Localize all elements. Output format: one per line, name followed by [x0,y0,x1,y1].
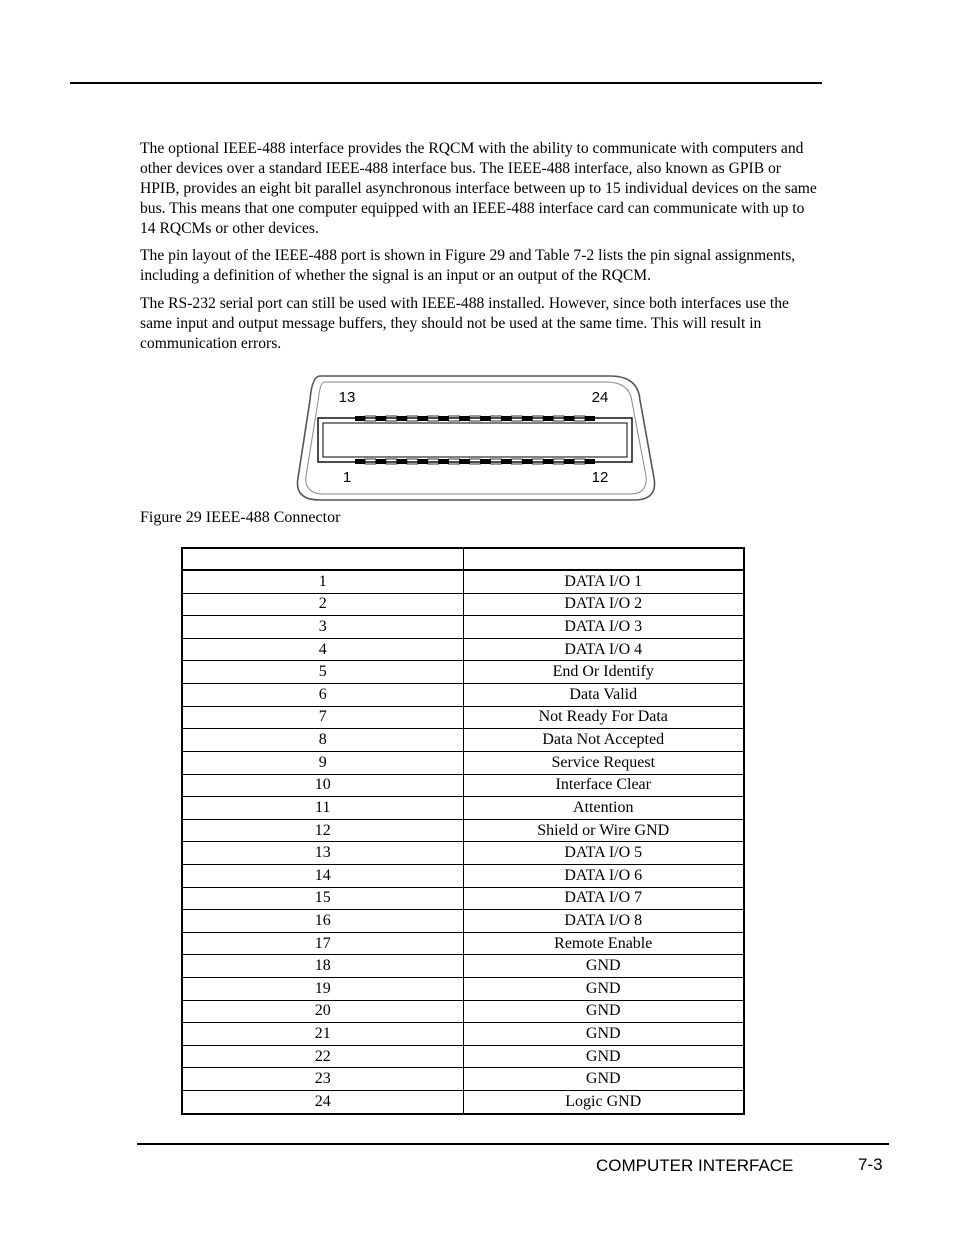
pin-number-cell: 7 [182,706,463,729]
signal-name-cell: Data Valid [463,684,744,707]
pin-number-cell: 8 [182,729,463,752]
paragraph-2: The pin layout of the IEEE-488 port is shown in Figure 29 and Table 7-2 lists the pin signal assignments, including a definition of whether the signal is an input or an output of the RQCM. [140,247,796,284]
signal-name-cell: Not Ready For Data [463,706,744,729]
pin-number-cell: 4 [182,638,463,661]
pin-number-cell: 20 [182,1000,463,1023]
signal-name-cell: GND [463,1068,744,1091]
table-row [182,570,744,593]
pin-label-12: 12 [591,469,609,486]
paragraph-3: The RS-232 serial port can still be used with IEEE-488 installed. However, since both interfaces use the same input and output message buffers, they should not be used at the same time. This will result in communication errors. [140,295,789,352]
connector-pin [543,459,553,464]
signal-name-cell: GND [463,977,744,1000]
connector-pin [501,459,511,464]
table-row [182,932,744,955]
connector-pin [376,416,386,421]
connector-pin [564,459,574,464]
connector-pin [460,416,470,421]
signal-name-cell: DATA I/O 4 [463,638,744,661]
signal-name-cell: GND [463,1000,744,1023]
signal-name-cell: GND [463,1045,744,1068]
pin-number-cell: 6 [182,684,463,707]
intro-paragraph [140,139,820,239]
pin-label-24: 24 [591,389,609,406]
table-row [182,593,744,616]
table-header-row [182,548,744,570]
pin-label-1: 1 [342,469,352,486]
signal-name-cell: End Or Identify [463,661,744,684]
header-cell [463,548,744,570]
signal-name-cell: DATA I/O 6 [463,864,744,887]
paragraph-1: The optional IEEE-488 interface provides the RQCM with the ability to communicate with computers and other devices over a standard IEEE-488 interface bus. The IEEE-488 interface, also known as GPIB or HPIB, provides an eight bit parallel asynchronous interface between up to 15 individual devices on the same bus. This means that one computer equipped with an IEEE-488 interface card can communicate with up to 14 RQCMs or other devices. [140,140,817,237]
pin-layout-paragraph [140,246,820,286]
pin-number-cell: 9 [182,751,463,774]
signal-name-cell: DATA I/O 5 [463,842,744,865]
signal-name-cell: GND [463,955,744,978]
table-row [182,887,744,910]
signal-name-cell: Shield or Wire GND [463,819,744,842]
connector-pin [460,459,470,464]
connector-pin [564,416,574,421]
connector-pin [439,416,449,421]
pin-number-cell: 14 [182,864,463,887]
rs232-paragraph [140,294,820,354]
pin-label-13: 13 [338,389,356,406]
signal-name-cell: Interface Clear [463,774,744,797]
ieee488-connector-diagram [290,370,660,506]
connector-pin [376,459,386,464]
table-row [182,797,744,820]
table-row [182,774,744,797]
pin-number-cell: 24 [182,1091,463,1114]
signal-name-cell: DATA I/O 2 [463,593,744,616]
table-row [182,1000,744,1023]
connector-pin [418,416,428,421]
footer-page-number: 7-3 [858,1155,883,1174]
connector-pin [439,459,449,464]
pin-number-cell: 16 [182,910,463,933]
pin-number-cell: 5 [182,661,463,684]
pin-number-cell: 18 [182,955,463,978]
pin-number-cell: 21 [182,1023,463,1046]
connector-pin [397,416,407,421]
connector-pin [585,416,595,421]
pin-number-cell: 22 [182,1045,463,1068]
connector-pin [543,416,553,421]
top-rule [70,82,822,84]
signal-name-cell: Logic GND [463,1091,744,1114]
connector-pin [397,459,407,464]
connector-pin [522,459,532,464]
signal-name-cell: GND [463,1023,744,1046]
table-row [182,1091,744,1114]
table-row [182,684,744,707]
signal-name-cell: DATA I/O 3 [463,616,744,639]
connector-pin [585,459,595,464]
signal-name-cell: DATA I/O 8 [463,910,744,933]
table-row [182,1045,744,1068]
pin-number-cell: 17 [182,932,463,955]
table-row [182,955,744,978]
signal-name-cell: DATA I/O 7 [463,887,744,910]
table-row [182,1023,744,1046]
pin-number-cell: 19 [182,977,463,1000]
connector-pin [355,416,365,421]
connector-pin [481,459,491,464]
signal-name-cell: Remote Enable [463,932,744,955]
table-row [182,616,744,639]
table-row [182,751,744,774]
connector-pin [522,416,532,421]
figure-caption: Figure 29 IEEE-488 Connector [140,509,341,526]
table-row [182,1068,744,1091]
table-row [182,910,744,933]
pin-number-cell: 1 [182,570,463,593]
connector-pin [355,459,365,464]
table-row [182,842,744,865]
pin-number-cell: 15 [182,887,463,910]
pin-number-cell: 3 [182,616,463,639]
pin-number-cell: 23 [182,1068,463,1091]
table-row [182,706,744,729]
connector-pin [501,416,511,421]
table-row [182,977,744,1000]
pin-assignment-table [181,547,745,1115]
table-row [182,864,744,887]
table-row [182,661,744,684]
pin-number-cell: 13 [182,842,463,865]
bottom-rule [137,1143,889,1145]
header-cell [182,548,463,570]
pin-number-cell: 12 [182,819,463,842]
pin-number-cell: 10 [182,774,463,797]
signal-name-cell: DATA I/O 1 [463,570,744,593]
connector-pin [481,416,491,421]
connector-receptacle [318,418,632,462]
pin-number-cell: 2 [182,593,463,616]
table-row [182,729,744,752]
footer-section-title: COMPUTER INTERFACE [596,1156,794,1175]
signal-name-cell: Attention [463,797,744,820]
connector-pin [418,459,428,464]
signal-name-cell: Data Not Accepted [463,729,744,752]
table-row [182,638,744,661]
signal-name-cell: Service Request [463,751,744,774]
pin-number-cell: 11 [182,797,463,820]
table-row [182,819,744,842]
